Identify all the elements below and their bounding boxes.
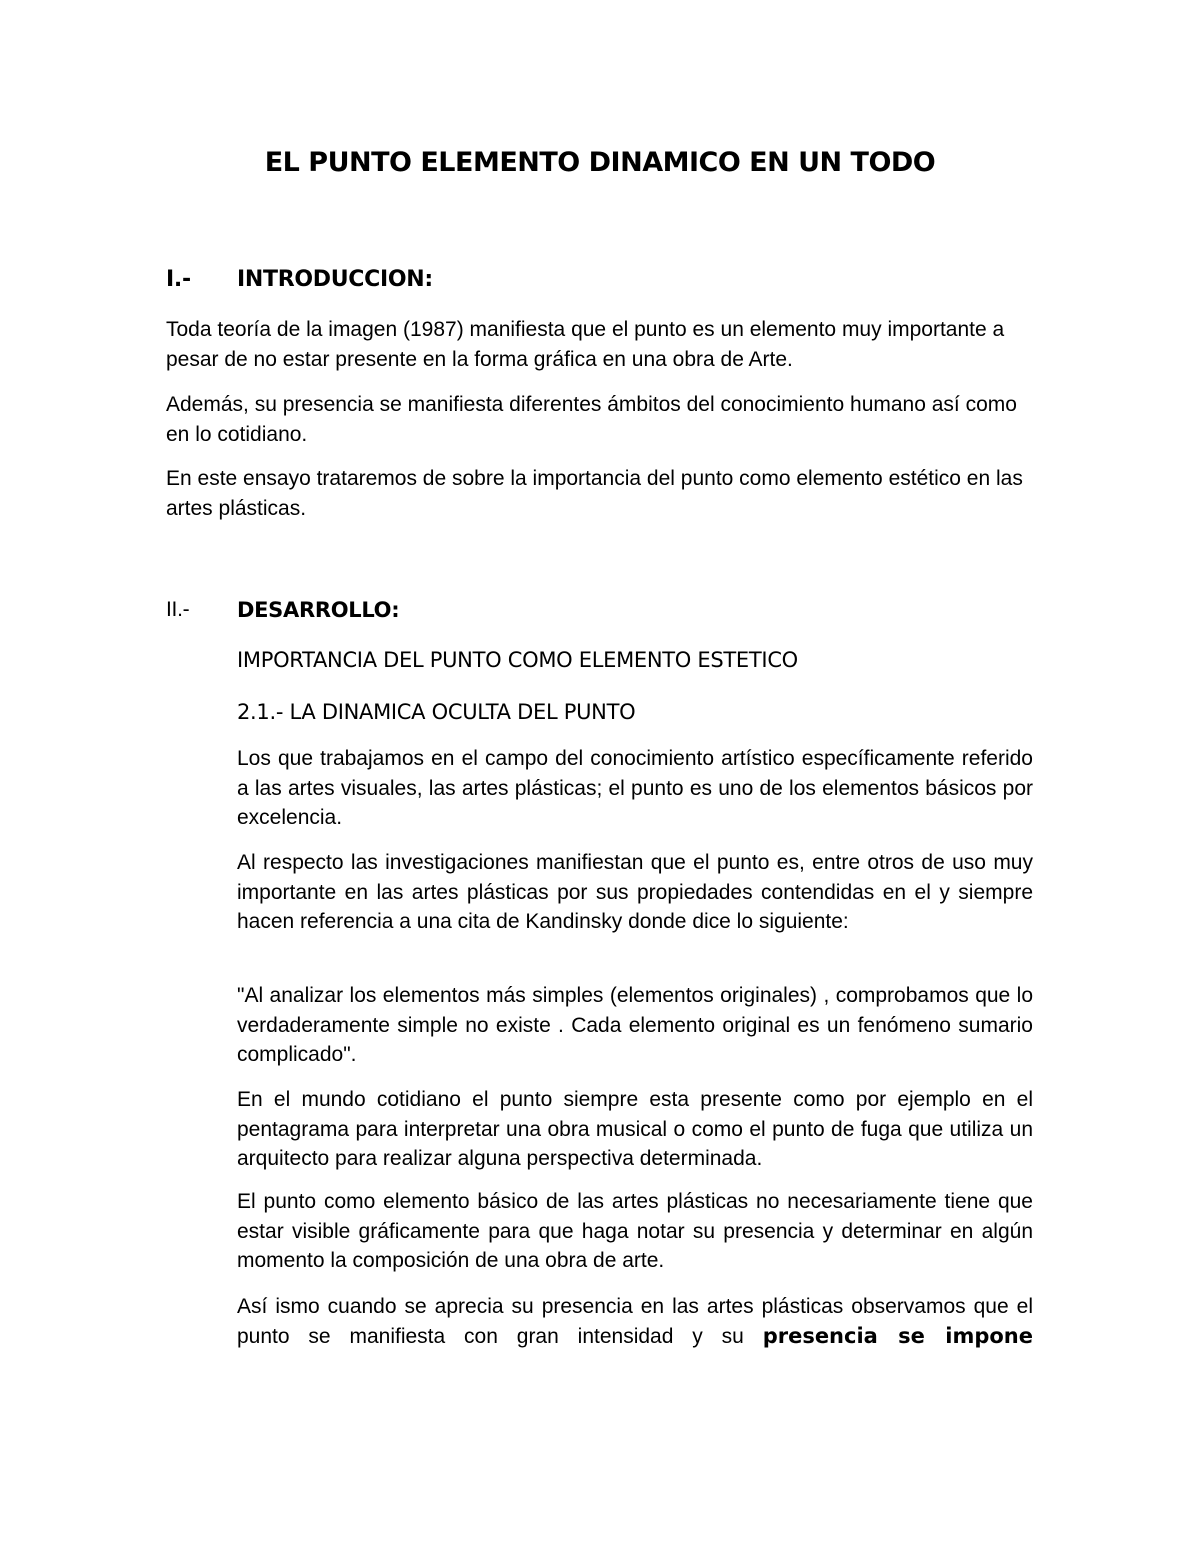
kandinsky-quote: "Al analizar los elementos más simples (elementos originales) , comprobamos que lo verdaderamente simple no existe . Cada elemento original es un fenómeno sumario complicado". (237, 984, 1033, 1066)
section-number-desarrollo: II.- (166, 598, 190, 621)
body-paragraph-6-emphasis: presencia se impone (762, 1323, 1033, 1348)
section-heading-intro: INTRODUCCION: (237, 267, 433, 292)
body-paragraph-4: En el mundo cotidiano el punto siempre esta presente como por ejemplo en el pentagrama para interpretar una obra musical o como el punto de fuga que utiliza un arquitecto para realizar alguna perspectiva determinada. (237, 1088, 1033, 1170)
intro-paragraph-2: Además, su presencia se manifiesta diferentes ámbitos del conocimiento humano así como en lo cotidiano. (166, 393, 1017, 446)
intro-paragraph-3: En este ensayo trataremos de sobre la importancia del punto como elemento estético en las artes plásticas. (166, 467, 1023, 520)
body-paragraph-6-text: Así ismo cuando se aprecia su presencia en las artes plásticas observamos que el punto se manifiesta con gran intensidad y su (237, 1295, 1033, 1348)
body-paragraph-6 (237, 1292, 1033, 1351)
section-number-intro: I.- (166, 267, 191, 292)
body-paragraph-5: El punto como elemento básico de las artes plásticas no necesariamente tiene que estar visible gráficamente para que haga notar su presencia y determinar en algún momento la composición de una obra de arte. (237, 1190, 1033, 1272)
subsection-title: 2.1.- LA DINAMICA OCULTA DEL PUNTO (237, 700, 636, 724)
body-paragraph-2: Al respecto las investigaciones manifiestan que el punto es, entre otros de uso muy importante en las artes plásticas por sus propiedades contendidas en el y siempre hacen referencia a una cita de Kandinsky donde dice lo siguiente: (237, 851, 1033, 933)
intro-paragraph-1: Toda teoría de la imagen (1987) manifiesta que el punto es un elemento muy importante a pesar de no estar presente en la forma gráfica en una obra de Arte. (166, 318, 1005, 371)
body-paragraph-1: Los que trabajamos en el campo del conocimiento artístico específicamente referido a las artes visuales, las artes plásticas; el punto es uno de los elementos básicos por excelencia. (237, 747, 1033, 829)
document-title: EL PUNTO ELEMENTO DINAMICO EN UN TODO (264, 147, 936, 178)
subheading-importancia: IMPORTANCIA DEL PUNTO COMO ELEMENTO ESTETICO (237, 648, 798, 672)
section-heading-desarrollo: DESARROLLO: (237, 598, 400, 622)
